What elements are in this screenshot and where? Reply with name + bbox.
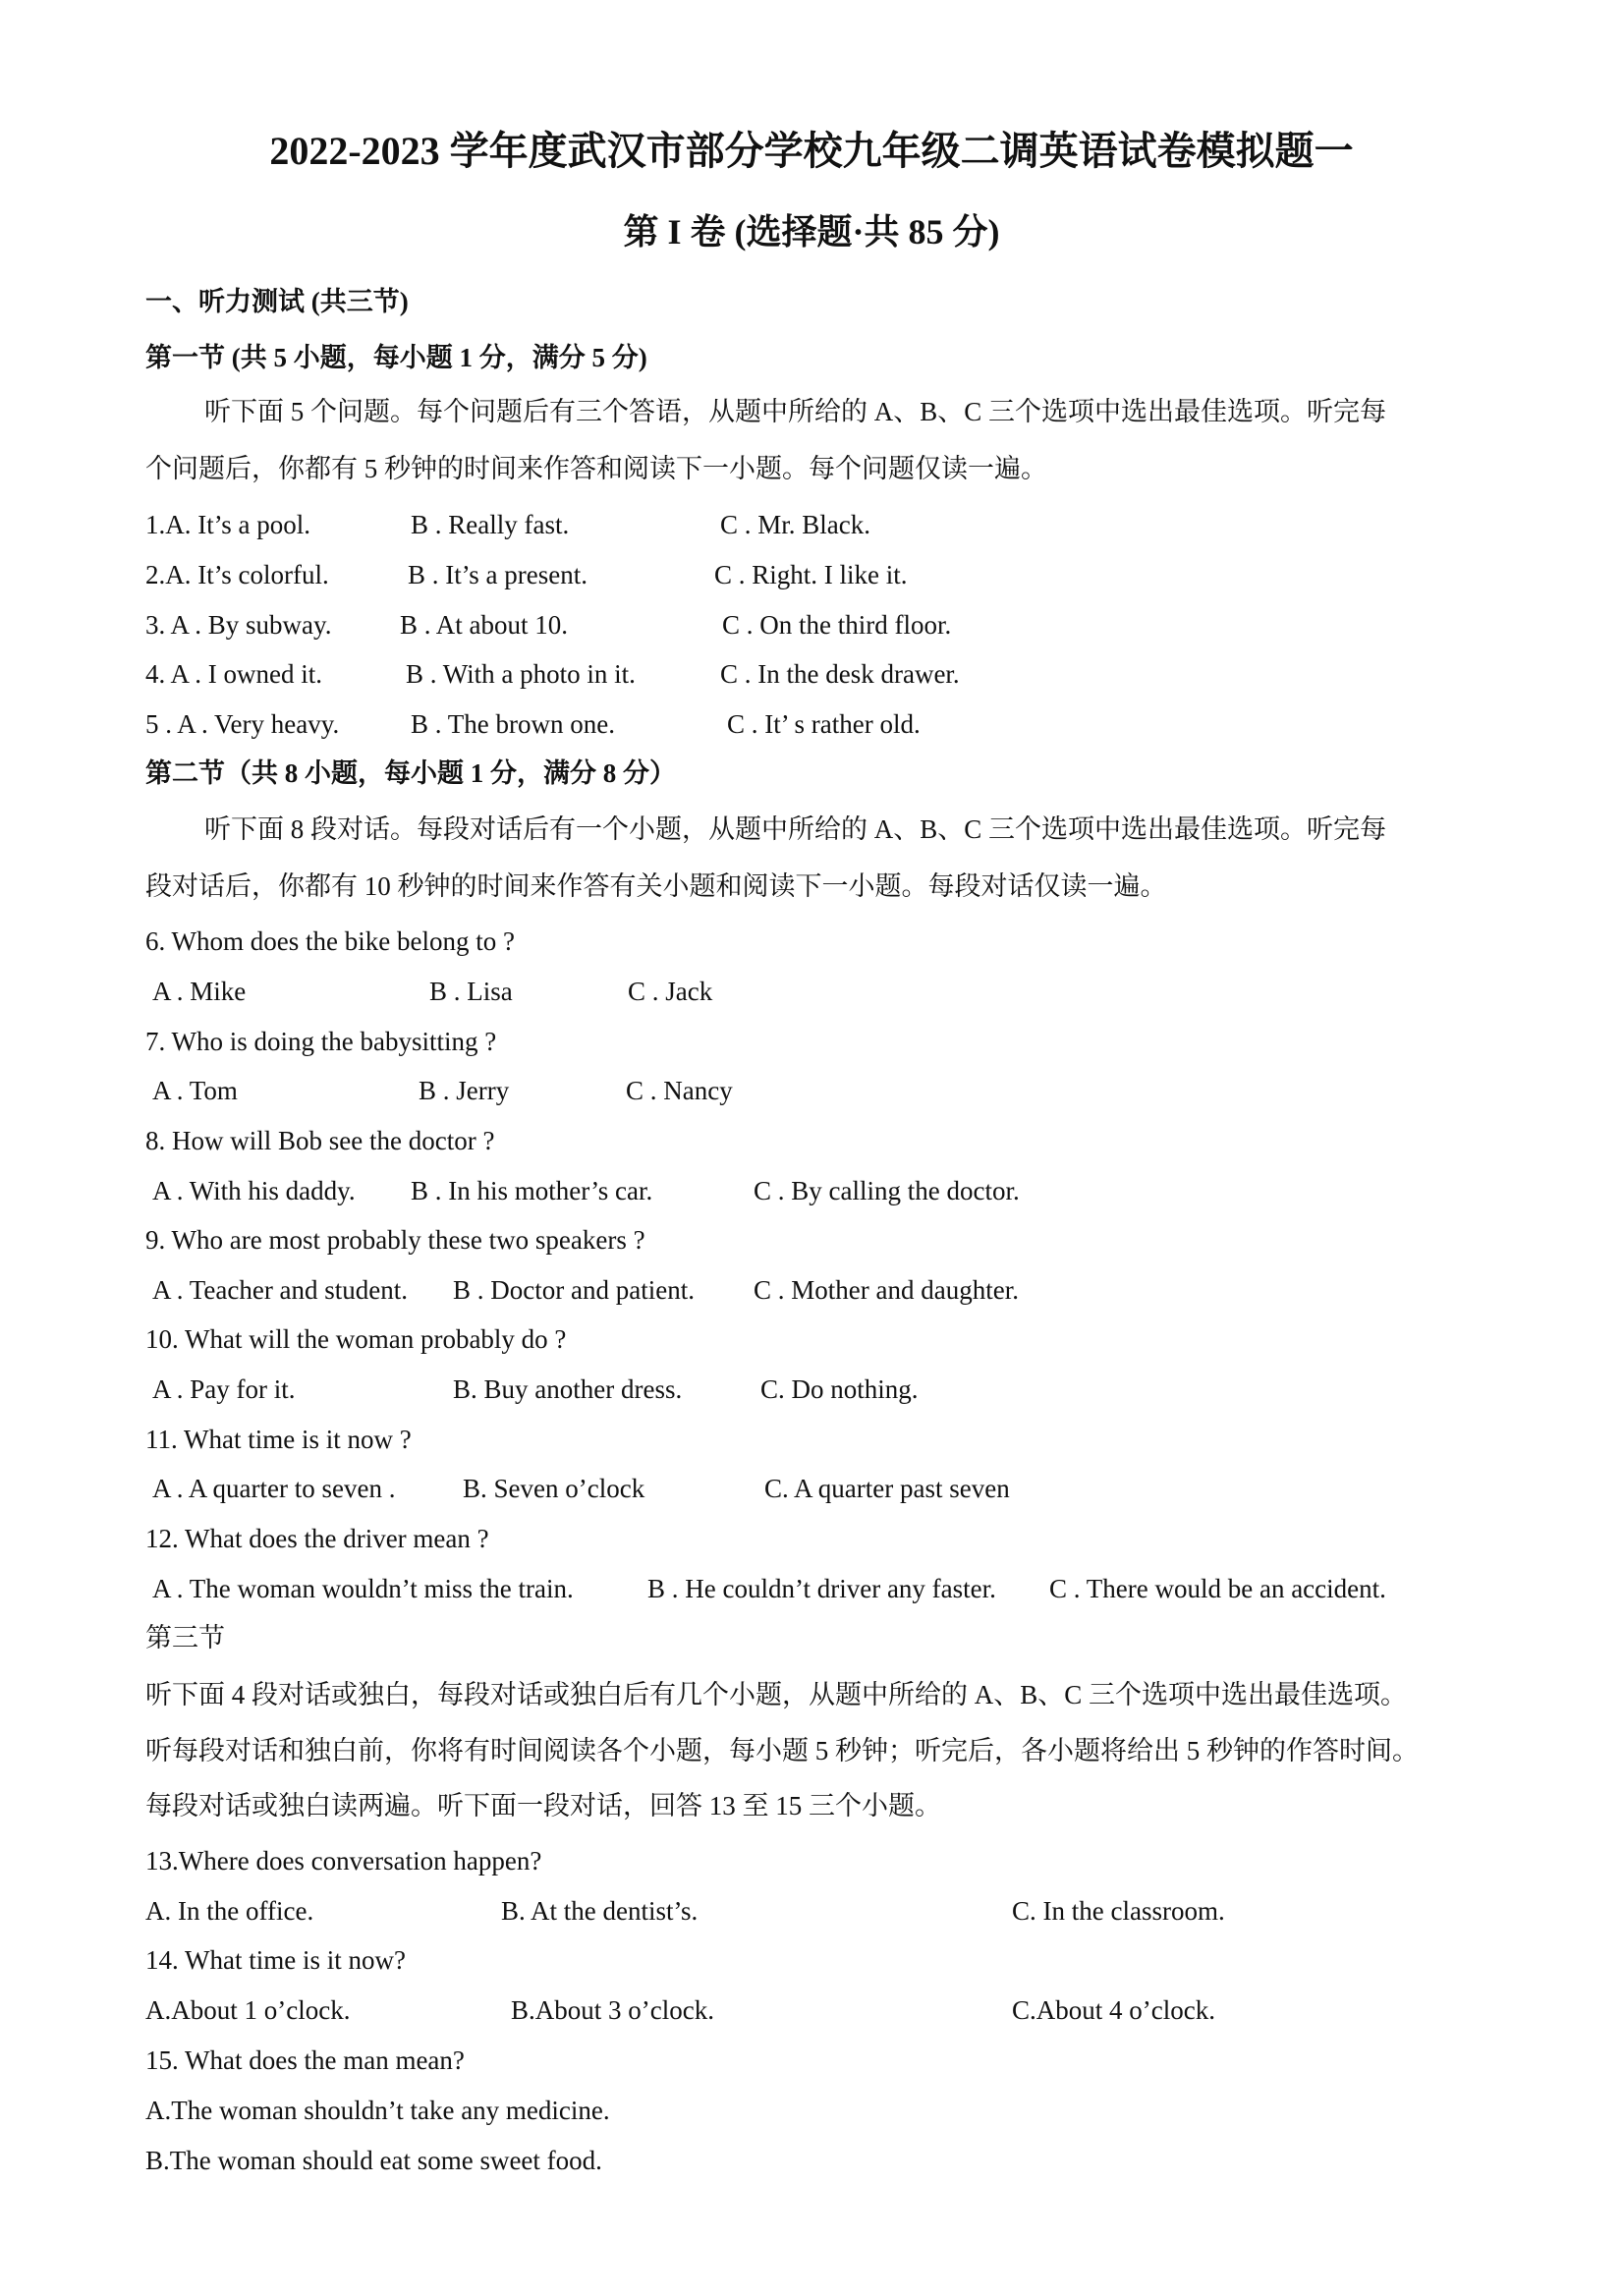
question-stem: 9. Who are most probably these two speakers ? (145, 1225, 645, 1255)
option-a: 2.A. It’s colorful. (145, 560, 329, 589)
question-stem: 13.Where does conversation happen? (145, 1846, 542, 1876)
option-a: A . Mike (152, 977, 247, 1006)
option-b: B . It’s a present. (408, 560, 588, 589)
option-c: C. Do nothing. (760, 1374, 919, 1404)
option-c: C . Mr. Black. (720, 510, 870, 539)
section3-instruction: 听下面 4 段对话或独白，每段对话或独白后有几个小题，从题中所给的 A、B、C 三个选项中选出最佳选项。 (145, 1680, 1408, 1709)
question-stem: 8. How will Bob see the doctor ? (145, 1126, 495, 1155)
section1-instruction-cont: 个问题后，你都有 5 秒钟的时间来作答和阅读下一小题。每个问题仅读一遍。 (145, 454, 1047, 483)
question-stem: 12. What does the driver mean ? (145, 1524, 489, 1553)
question-stem: 11. What time is it now ? (145, 1425, 412, 1454)
option-b: B . Lisa (429, 977, 513, 1006)
option-c: C . On the third floor. (722, 610, 952, 640)
option-a: A . Teacher and student. (152, 1275, 409, 1305)
option-a: A . A quarter to seven . (152, 1474, 396, 1503)
option-c: C.About 4 o’clock. (1012, 1995, 1215, 2025)
section2-instruction-cont: 段对话后，你都有 10 秒钟的时间来作答有关小题和阅读下一小题。每段对话仅读一遍。 (145, 871, 1167, 901)
option-a: A . Pay for it. (152, 1374, 296, 1404)
option-c: C . By calling the doctor. (754, 1176, 1020, 1205)
option-c: C . Jack (628, 977, 713, 1006)
section3-instruction-cont2: 每段对话或独白读两遍。听下面一段对话，回答 13 至 15 三个小题。 (145, 1791, 941, 1820)
option-a: 3. A . By subway. (145, 610, 332, 640)
option-c: C . In the desk drawer. (720, 659, 960, 689)
option-b: B. Buy another dress. (453, 1374, 683, 1404)
option-b: B.The woman should eat some sweet food. (145, 2146, 602, 2175)
option-a: 1.A. It’s a pool. (145, 510, 310, 539)
question-stem: 14. What time is it now? (145, 1945, 406, 1975)
option-b: B. At the dentist’s. (501, 1896, 699, 1926)
question-stem: 15. What does the man mean? (145, 2045, 465, 2075)
section1-heading: 第一节 (共 5 小题，每小题 1 分，满分 5 分) (145, 343, 647, 372)
page-subtitle: 第 I 卷 (选择题·共 85 分) (623, 212, 1000, 252)
option-b: B.About 3 o’clock. (511, 1995, 714, 2025)
option-b: B . With a photo in it. (406, 659, 636, 689)
option-b: B . He couldn’t driver any faster. (647, 1574, 996, 1603)
option-c: C. A quarter past seven (764, 1474, 1010, 1503)
option-b: B. Seven o’clock (463, 1474, 645, 1503)
option-b: B . In his mother’s car. (411, 1176, 653, 1205)
option-c: C . Mother and daughter. (754, 1275, 1019, 1305)
option-c: C . Right. I like it. (714, 560, 908, 589)
option-b: B . Doctor and patient. (453, 1275, 695, 1305)
question-stem: 7. Who is doing the babysitting ? (145, 1027, 497, 1056)
option-b: B . At about 10. (400, 610, 569, 640)
option-b: B . Really fast. (411, 510, 570, 539)
option-a: A.The woman shouldn’t take any medicine. (145, 2096, 610, 2125)
option-b: B . The brown one. (411, 709, 615, 739)
question-stem: 10. What will the woman probably do ? (145, 1324, 567, 1354)
option-a: A . The woman wouldn’t miss the train. (152, 1574, 574, 1603)
section3-instruction-cont: 听每段对话和独白前，你将有时间阅读各个小题，每小题 5 秒钟；听完后，各小题将给出 5 秒钟的作答时间。 (145, 1736, 1419, 1765)
option-c: C . There would be an accident. (1049, 1574, 1386, 1603)
option-a: A. In the office. (145, 1896, 314, 1926)
option-a: A . With his daddy. (152, 1176, 356, 1205)
option-a: 4. A . I owned it. (145, 659, 322, 689)
section1-instruction: 听下面 5 个问题。每个问题后有三个答语，从题中所给的 A、B、C 三个选项中选出最佳选项。听完每 (204, 397, 1387, 426)
option-c: C . Nancy (626, 1076, 733, 1105)
option-b: B . Jerry (419, 1076, 510, 1105)
option-c: C. In the classroom. (1012, 1896, 1225, 1926)
section2-heading: 第二节（共 8 小题，每小题 1 分，满分 8 分） (145, 758, 676, 788)
section2-instruction: 听下面 8 段对话。每段对话后有一个小题，从题中所给的 A、B、C 三个选项中选出最佳选项。听完每 (204, 814, 1387, 844)
option-a: A.About 1 o’clock. (145, 1995, 351, 2025)
option-a: A . Tom (152, 1076, 238, 1105)
part-heading: 一、听力测试 (共三节) (145, 287, 409, 316)
question-stem: 6. Whom does the bike belong to ? (145, 926, 515, 956)
page-title: 2022-2023 学年度武汉市部分学校九年级二调英语试卷模拟题一 (269, 129, 1354, 173)
option-a: 5 . A . Very heavy. (145, 709, 340, 739)
option-c: C . It’ s rather old. (727, 709, 921, 739)
section3-heading: 第三节 (145, 1623, 225, 1652)
